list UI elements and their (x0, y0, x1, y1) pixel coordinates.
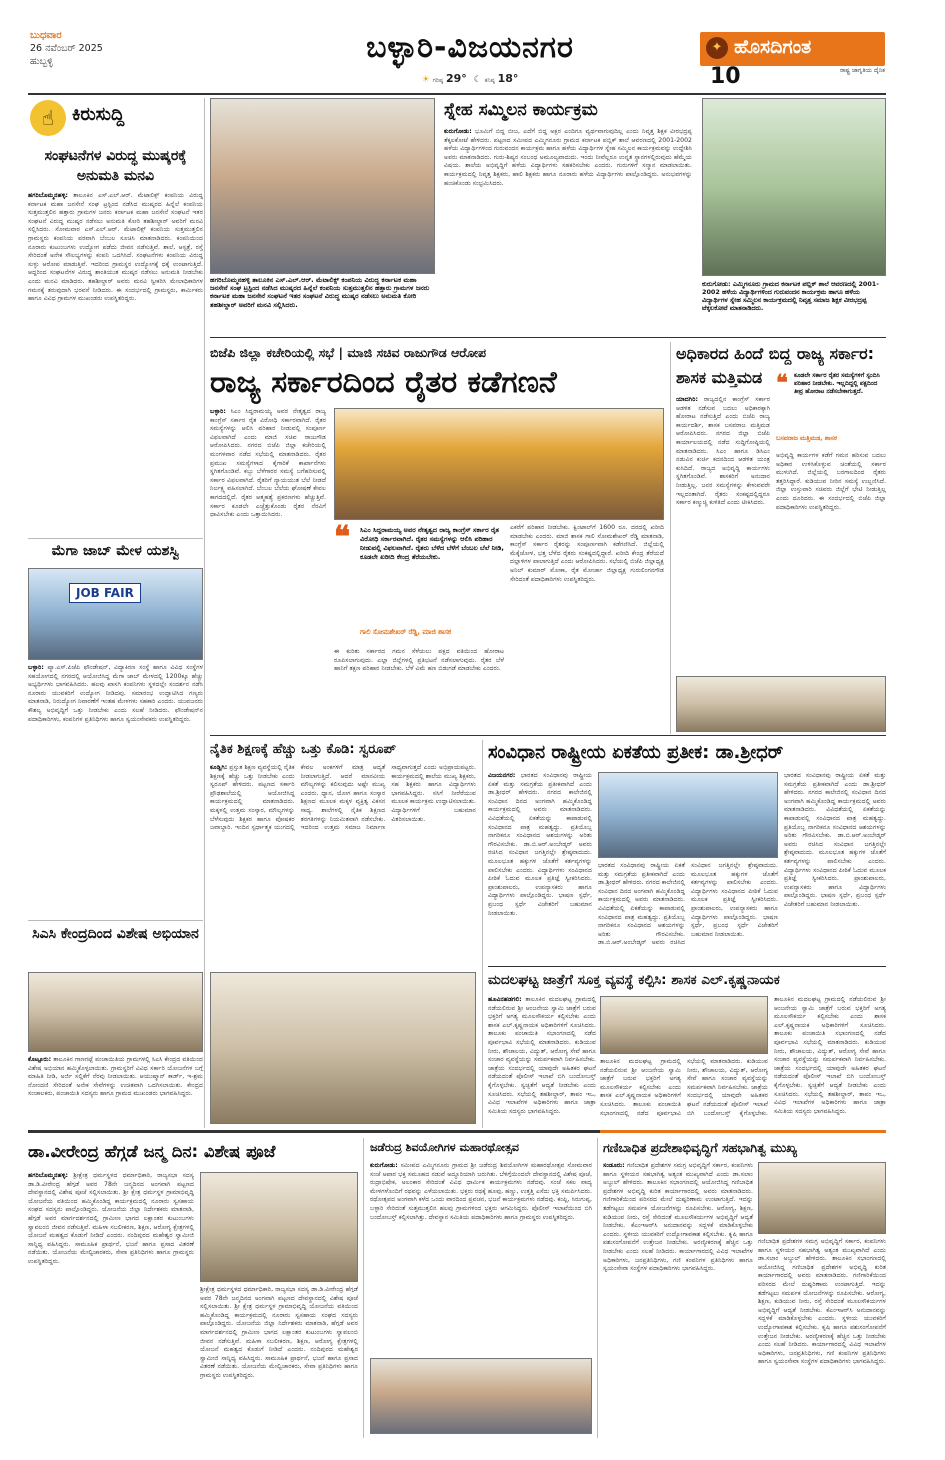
veerendra-photo (200, 1172, 358, 1282)
naitika-body (210, 764, 476, 970)
kiru-story1-headline: ಸಂಘಟನೆಗಳ ವಿರುದ್ಧ ಮುಷ್ಕರಕ್ಕೆ ಅನುಮತಿ ಮನವಿ (44, 148, 187, 184)
adhikara-quote-box (776, 370, 886, 448)
madalaghatta-text-2: ತಾಲೂಕಿನ ಮದಲಘಟ್ಟ ಗ್ರಾಮದಲ್ಲಿ ನಡೆಯಲಿರುವ ಶ್ರೀ ಆಂಜನೇಯ ಸ್ವಾಮಿ ಜಾತ್ರೆಗೆ ಬರುವ ಭಕ್ತರಿಗೆ ಅಗತ್ಯ ಮೂಲಸೌಕರ್ಯ ಕಲ್ಪಿಸಬೇಕು ಎಂದು ಶಾಸಕ ಎಲ್.ಕೃಷ್ಣನಾಯಕ ಅಧಿಕಾರಿಗಳಿಗೆ ಸೂಚಿಸಿದರು. ತಾಲೂಕು ಪಂಚಾಯಿತಿ ಸಭಾಂಗಣದಲ್ಲಿ ನಡೆದ ಪೂರ್ವಭಾವಿ ಸಭೆಯಲ್ಲಿ ಮಾತನಾಡಿದರು. ಕುಡಿಯುವ ನೀರು, ಶೌಚಾಲಯ, ವಿದ್ಯುತ್, ಆರೋಗ್ಯ ಸೇವೆ ಹಾಗೂ ಸಂಚಾರ ವ್ಯವಸ್ಥೆಯನ್ನು ಸಮರ್ಪಕವಾಗಿ ನಿರ್ವಹಿಸಬೇಕು. ಜಾತ್ರೆಯ ಸಂದರ್ಭದಲ್ಲಿ ಯಾವುದೇ ಅಹಿತಕರ ಘಟನೆ ನಡೆಯದಂತೆ ಪೊಲೀಸ್ ಇಲಾಖೆ ಬಿಗಿ ಬಂದೋಬಸ್ತ್ ಕೈಗೊಳ್ಳಬೇಕು. (600, 1058, 768, 1117)
naitika-dateline: ಕೂಡ್ಲಿಗಿ: (210, 764, 228, 771)
jaderudra-text: ಸಮೀಪದ ಎಮ್ಮಿಗನೂರು ಗ್ರಾಮದ ಶ್ರೀ ಜಡೆರುದ್ರ ಶಿವಯೋಗಿಗಳ ಮಹಾರಥೋತ್ಸವ ಸೋಮವಾರ ಸಂಜೆ ಅಪಾರ ಭಕ್ತ ಸಮೂಹದ ನಡುವೆ ಅದ್ಧೂರಿಯಾಗಿ ಜರುಗಿತು. ಬೆಳಿಗ್ಗೆಯಿಂದಲೇ ದೇವಸ್ಥಾನದಲ್ಲಿ ವಿಶೇಷ ಪೂಜೆ, ರುದ್ರಾಭಿಷೇಕ, ಅಲಂಕಾರ ಸೇರಿದಂತೆ ವಿವಿಧ ಧಾರ್ಮಿಕ ಕಾರ್ಯಕ್ರಮಗಳು ನಡೆದವು. ಸಂಜೆ ಸಕಲ ವಾದ್ಯ ಮೇಳಗಳೊಂದಿಗೆ ರಥವನ್ನು ಎಳೆಯಲಾಯಿತು. ಭಕ್ತರು ರಥಕ್ಕೆ ಹೂವು, ಹಣ್ಣು, ಉತ್ತತ್ತಿ ಎಸೆದು ಭಕ್ತಿ ಸಮರ್ಪಿಸಿದರು. ರಥೋತ್ಸವದ ಅಂಗವಾಗಿ ಕಳೆದ ಒಂದು ವಾರದಿಂದ ಪ್ರವಚನ, ಭಜನೆ ಕಾರ್ಯಕ್ರಮಗಳು ನಡೆದವು. ಕಂಪ್ಲಿ, ಸಿರುಗುಪ್ಪ, ಬಳ್ಳಾರಿ ಸೇರಿದಂತೆ ಸುತ್ತಮುತ್ತಲಿನ ಹಲವು ಗ್ರಾಮಗಳಿಂದ ಭಕ್ತರು ಆಗಮಿಸಿದ್ದರು. ಪೊಲೀಸ್ ಇಲಾಖೆಯಿಂದ ಬಿಗಿ ಬಂದೋಬಸ್ತ್ ಕಲ್ಪಿಸಲಾಗಿತ್ತು. ದೇವಸ್ಥಾನ ಸಮಿತಿಯ ಪದಾಧಿಕಾರಿಗಳು ಹಾಗೂ ಗ್ರಾಮಸ್ಥರು ಉಪಸ್ಥಿತರಿದ್ದರು. (370, 1162, 592, 1221)
gani-dateline: ಸಂಡೂರು: (603, 1162, 625, 1169)
lead-body-col1 (210, 408, 326, 730)
section-title: ಬಳ್ಳಾರಿ-ವಿಜಯನಗರ (366, 30, 574, 65)
date-block (30, 30, 210, 90)
job-fair-banner: JOB FAIR (69, 583, 141, 603)
weather-min: 18° (497, 72, 519, 85)
sneha-photo (702, 98, 886, 276)
weather-max: 29° (445, 72, 467, 85)
madalaghatta-text: ತಾಲೂಕಿನ ಮದಲಘಟ್ಟ ಗ್ರಾಮದಲ್ಲಿ ನಡೆಯಲಿರುವ ಶ್ರೀ ಆಂಜನೇಯ ಸ್ವಾಮಿ ಜಾತ್ರೆಗೆ ಬರುವ ಭಕ್ತರಿಗೆ ಅಗತ್ಯ ಮೂಲಸೌಕರ್ಯ ಕಲ್ಪಿಸಬೇಕು ಎಂದು ಶಾಸಕ ಎಲ್.ಕೃಷ್ಣನಾಯಕ ಅಧಿಕಾರಿಗಳಿಗೆ ಸೂಚಿಸಿದರು. ತಾಲೂಕು ಪಂಚಾಯಿತಿ ಸಭಾಂಗಣದಲ್ಲಿ ನಡೆದ ಪೂರ್ವಭಾವಿ ಸಭೆಯಲ್ಲಿ ಮಾತನಾಡಿದರು. ಕುಡಿಯುವ ನೀರು, ಶೌಚಾಲಯ, ವಿದ್ಯುತ್, ಆರೋಗ್ಯ ಸೇವೆ ಹಾಗೂ ಸಂಚಾರ ವ್ಯವಸ್ಥೆಯನ್ನು ಸಮರ್ಪಕವಾಗಿ ನಿರ್ವಹಿಸಬೇಕು. ಜಾತ್ರೆಯ ಸಂದರ್ಭದಲ್ಲಿ ಯಾವುದೇ ಅಹಿತಕರ ಘಟನೆ ನಡೆಯದಂತೆ ಪೊಲೀಸ್ ಇಲಾಖೆ ಬಿಗಿ ಬಂದೋಬಸ್ತ್ ಕೈಗೊಳ್ಳಬೇಕು. ಸ್ವಚ್ಛತೆಗೆ ಆದ್ಯತೆ ನೀಡಬೇಕು ಎಂದು ಸೂಚಿಸಿದರು. ಸಭೆಯಲ್ಲಿ ತಹಶೀಲ್ದಾರ್, ತಾಪಂ ಇಒ, ವಿವಿಧ ಇಲಾಖೆಗಳ ಅಧಿಕಾರಿಗಳು ಹಾಗೂ ಜಾತ್ರಾ ಸಮಿತಿಯ ಸದಸ್ಯರು ಭಾಗವಹಿಸಿದ್ದರು. (488, 996, 596, 1115)
adhikara-body-col1 (676, 396, 770, 672)
samvidhana-text-2: ಭಾರತದ ಸಂವಿಧಾನವು ರಾಷ್ಟ್ರೀಯ ಏಕತೆ ಮತ್ತು ಸಮಗ್ರತೆಯ ಪ್ರತೀಕವಾಗಿದೆ ಎಂದು ಡಾ.ಶ್ರೀಧರ್ ಹೇಳಿದರು. ನಗರದ ಕಾಲೇಜಿನಲ್ಲಿ ಸಂವಿಧಾನ ದಿನದ ಅಂಗವಾಗಿ ಹಮ್ಮಿಕೊಂಡಿದ್ದ ಕಾರ್ಯಕ್ರಮದಲ್ಲಿ ಅವರು ಮಾತನಾಡಿದರು. ವಿವಿಧತೆಯಲ್ಲಿ ಏಕತೆಯನ್ನು ಕಾಪಾಡುವಲ್ಲಿ ಸಂವಿಧಾನದ ಪಾತ್ರ ಮಹತ್ವದ್ದು. ಪ್ರತಿಯೊಬ್ಬ ನಾಗರಿಕನೂ ಸಂವಿಧಾನದ ಆಶಯಗಳನ್ನು ಅರಿತು ಗೌರವಿಸಬೇಕು. ಡಾ.ಬಿ.ಆರ್.ಅಂಬೇಡ್ಕರ್ ಅವರು ರಚಿಸಿದ ಸಂವಿಧಾನ ಜಗತ್ತಿನಲ್ಲೇ ಶ್ರೇಷ್ಠವಾದುದು. ಮೂಲಭೂತ ಹಕ್ಕುಗಳ ಜೊತೆಗೆ ಕರ್ತವ್ಯಗಳನ್ನು ಪಾಲಿಸಬೇಕು ಎಂದರು. ವಿದ್ಯಾರ್ಥಿಗಳು ಸಂವಿಧಾನದ ಪೀಠಿಕೆ ಓದುವ ಮೂಲಕ ಪ್ರತಿಜ್ಞೆ ಸ್ವೀಕರಿಸಿದರು. ಪ್ರಾಂಶುಪಾಲರು, ಉಪನ್ಯಾಸಕರು ಹಾಗೂ ವಿದ್ಯಾರ್ಥಿಗಳು ಪಾಲ್ಗೊಂಡಿದ್ದರು. ಭಾಷಣ ಸ್ಪರ್ಧೆ, ಪ್ರಬಂಧ ಸ್ಪರ್ಧೆ ವಿಜೇತರಿಗೆ ಬಹುಮಾನ ನೀಡಲಾಯಿತು. (598, 862, 778, 947)
veerendra-text: ಶ್ರೀಕ್ಷೇತ್ರ ಧರ್ಮಸ್ಥಳದ ಧರ್ಮಾಧಿಕಾರಿ, ರಾಜ್ಯಸಭಾ ಸದಸ್ಯ ಡಾ.ಡಿ.ವೀರೇಂದ್ರ ಹೆಗ್ಗಡೆ ಅವರ 78ನೇ ಜನ್ಮದಿನದ ಅಂಗವಾಗಿ ಪಟ್ಟಣದ ದೇವಸ್ಥಾನದಲ್ಲಿ ವಿಶೇಷ ಪೂಜೆ ಸಲ್ಲಿಸಲಾಯಿತು. ಶ್ರೀ ಕ್ಷೇತ್ರ ಧರ್ಮಸ್ಥಳ ಗ್ರಾಮಾಭಿವೃದ್ಧಿ ಯೋಜನೆಯ ವತಿಯಿಂದ ಹಮ್ಮಿಕೊಂಡಿದ್ದ ಕಾರ್ಯಕ್ರಮದಲ್ಲಿ ನೂರಾರು ಸ್ವಸಹಾಯ ಸಂಘದ ಸದಸ್ಯರು ಪಾಲ್ಗೊಂಡಿದ್ದರು. ಯೋಜನೆಯ ಜಿಲ್ಲಾ ನಿರ್ದೇಶಕರು ಮಾತನಾಡಿ, ಹೆಗ್ಗಡೆ ಅವರ ಮಾರ್ಗದರ್ಶನದಲ್ಲಿ ಗ್ರಾಮೀಣ ಭಾಗದ ಲಕ್ಷಾಂತರ ಕುಟುಂಬಗಳು ಸ್ವಾವಲಂಬಿ ಜೀವನ ನಡೆಸುತ್ತಿವೆ. ಮಹಿಳಾ ಸಬಲೀಕರಣ, ಶಿಕ್ಷಣ, ಆರೋಗ್ಯ ಕ್ಷೇತ್ರಗಳಲ್ಲಿ ಯೋಜನೆ ಮಹತ್ವದ ಕೊಡುಗೆ ನೀಡಿದೆ ಎಂದರು. ನಂದಿಪುರದ ಮಹೇಶ್ವರ ಸ್ವಾಮೀಜಿ ಸಾನ್ನಿಧ್ಯ ವಹಿಸಿದ್ದರು. ಸಾಮೂಹಿಕ ಪ್ರಾರ್ಥನೆ, ಭಜನೆ ಹಾಗೂ ಪ್ರಸಾದ ವಿತರಣೆ ನಡೆಯಿತು. ಯೋಜನೆಯ ಮೇಲ್ವಿಚಾರಕರು, ಸೇವಾ ಪ್ರತಿನಿಧಿಗಳು ಹಾಗೂ ಗ್ರಾಮಸ್ಥರು ಉಪಸ್ಥಿತರಿದ್ದರು. (28, 1172, 194, 1265)
madalaghatta-dateline: ಹೂವಿನಹಡಗಲಿ: (488, 996, 522, 1003)
kiru-story1-text: ತಾಲೂಕಿನ ಎಸ್.ಎಲ್.ಆರ್. ಮೆಟಾಲಿಕ್ಸ್ ಕಂಪನಿಯ ವಿರುದ್ಧ ಕರ್ನಾಟಕ ಮಹಾ ಜನಸೇನೆ ಸಂಘ ಟ್ರಸ್ಟಿಂದ ನಡೆಸಿದ ಮುಷ್ಕರದ ಹಿನ್ನೆಲೆ ಕಂಪನಿಯ ಸುತ್ತಮುತ್ತಲಿನ ಹತ್ತಾರು ಗ್ರಾಮಗಳ ಜನರು ಕರ್ನಾಟಕ ಮಹಾ ಜನಸೇನೆ ಸಂಘಟನೆ ಇತರ ಸಂಘಟನೆ ವಿರುದ್ಧ ಮುಷ್ಕರ ನಡೆಸಲು ಅನುಮತಿ ಕೋರಿ ತಹಶೀಲ್ದಾರ್ ಅವರಿಗೆ ಮನವಿ ಸಲ್ಲಿಸಿದರು. ಸೋಮವಾರ ಎಸ್.ಎಲ್.ಆರ್. ಮೆಟಾಲಿಕ್ಸ್ ಕಂಪನಿಯ ಸುತ್ತಮುತ್ತಲಿನ ಗ್ರಾಮಸ್ಥರು ಕಂಪನಿಯ ಪರವಾಗಿ ಬೆಂಬಲ ಸೂಚಿಸಿ ಮಾತನಾಡಿದರು. ಕಂಪನಿಯಿಂದ ನೂರಾರು ಕುಟುಂಬಗಳು ಉದ್ಯೋಗ ಪಡೆದು ಜೀವನ ನಡೆಸುತ್ತಿವೆ. ಶಾಲೆ, ಆಸ್ಪತ್ರೆ, ರಸ್ತೆ ಸೇರಿದಂತೆ ಅನೇಕ ಸೌಲಭ್ಯಗಳನ್ನು ಕಂಪನಿ ಒದಗಿಸಿದೆ. ಸಂಘಟನೆಗಳು ಕಂಪನಿಯ ವಿರುದ್ಧ ಸುಳ್ಳು ಆರೋಪ ಮಾಡುತ್ತಿವೆ. ಇದರಿಂದ ಗ್ರಾಮಸ್ಥರ ಉದ್ಯೋಗಕ್ಕೆ ಧಕ್ಕೆ ಉಂಟಾಗುತ್ತಿದೆ. ಆದ್ದರಿಂದ ಸಂಘಟನೆಗಳ ವಿರುದ್ಧ ಶಾಂತಿಯುತ ಮುಷ್ಕರ ನಡೆಸಲು ಅನುಮತಿ ನೀಡಬೇಕು ಎಂದು ಮನವಿ ಮಾಡಿದರು. ತಹಶೀಲ್ದಾರ್ ಅವರು ಮನವಿ ಸ್ವೀಕರಿಸಿ ಮೇಲಾಧಿಕಾರಿಗಳ ಗಮನಕ್ಕೆ ತರುವುದಾಗಿ ಭರವಸೆ ನೀಡಿದರು. ಈ ಸಂದರ್ಭದಲ್ಲಿ ಗ್ರಾಮಸ್ಥರು, ಕಾರ್ಮಿಕರು ಹಾಗೂ ವಿವಿಧ ಗ್ರಾಮಗಳ ಮುಖಂಡರು ಉಪಸ್ಥಿತರಿದ್ದರು. (28, 192, 203, 303)
adhikara-quote-text: ಕೂಡಲೇ ಸರ್ಕಾರ ರೈತರ ಸಮಸ್ಯೆಗಳಿಗೆ ಸ್ಪಂದಿಸಿ ಪರಿಹಾರ ನೀಡಬೇಕು. ಇಲ್ಲದಿದ್ದಲ್ಲಿ ಪಕ್ಷದಿಂದ ತೀವ್ರ ಹೋರಾಟ ನಡೆಸಬೇಕಾಗುತ್ತದೆ. (794, 372, 880, 395)
registration-marks-left (96, 1442, 136, 1450)
jaderudra-body (370, 1162, 592, 1354)
samvidhana-dateline: ವಿಜಯನಗರ: (488, 772, 516, 779)
lead-text-2: ಈ ಕುರಿತು ಸರ್ಕಾರದ ಗಮನ ಸೆಳೆಯಲು ಪಕ್ಷದ ವತಿಯಿಂದ ಹೋರಾಟ ರೂಪಿಸಲಾಗುವುದು. ಎಲ್ಲಾ ಜಿಲ್ಲೆಗಳಲ್ಲಿ ಪ್ರತಿಭಟನೆ ನಡೆಸಲಾಗುವುದು. ರೈತರ ಬೆಳೆ ಹಾನಿಗೆ ತಕ್ಷಣ ಪರಿಹಾರ ನೀಡಬೇಕು. ಬೆಳೆ ವಿಮೆ ಹಣ ಬಿಡುಗಡೆ ಮಾಡಬೇಕು ಎಂದರು. (334, 648, 504, 673)
memorandum-photo-caption: ಹಗರಿಬೊಮ್ಮನಹಳ್ಳಿ ತಾಲೂಕಿನ ಎಸ್.ಎಲ್.ಆರ್. ಮೆಟಾಲಿಕ್ಸ್ ಕಂಪನಿಯ ವಿರುದ್ಧ ಕರ್ನಾಟಕ ಮಹಾ ಜನಸೇನೆ ಸಂಘ ಟ್ರಸ್ಟಿಂದ ನಡೆಸಿದ ಮುಷ್ಕರದ ಹಿನ್ನೆಲೆ ಕಂಪನಿಯ ಸುತ್ತಮುತ್ತಲಿನ ಹತ್ತಾರು ಗ್ರಾಮಗಳ ಜನರು ಕರ್ನಾಟಕ ಮಹಾ ಜನಸೇನೆ ಸಂಘಟನೆ ಇತರ ಸಂಘಟನೆ ವಿರುದ್ಧ ಮುಷ್ಕರ ನಡೆಸಲು ಅನುಮತಿ ಕೋರಿ ತಹಶೀಲ್ದಾರ್ ಅವರಿಗೆ ಮನವಿ ಸಲ್ಲಿಸಿದರು. (210, 276, 430, 309)
lead-headline: ರಾಜ್ಯ ಸರ್ಕಾರದಿಂದ ರೈತರ ಕಡೆಗಣನೆ (210, 365, 557, 400)
veerendra-headline: ಡಾ.ವೀರೇಂದ್ರ ಹೆಗ್ಗಡೆ ಜನ್ಮ ದಿನ: ವಿಶೇಷ ಪೂಜೆ (28, 1142, 276, 1161)
veerendra-dateline: ಹಗರಿಬೊಮ್ಮನಹಳ್ಳಿ: (28, 1172, 69, 1179)
lamp-icon: ✦ (706, 37, 728, 59)
adhikara-quote-icon: ❝ (776, 370, 788, 396)
gani-photo (758, 1162, 886, 1234)
lead-quote-box (334, 524, 504, 644)
lead-quote-text: ಸಿಎಂ ಸಿದ್ದರಾಮಯ್ಯ ಅವರ ನೇತೃತ್ವದ ರಾಜ್ಯ ಕಾಂಗ್ರೆಸ್ ಸರ್ಕಾರ ರೈತ ವಿರೋಧಿ ಸರ್ಕಾರವಾಗಿದೆ. ರೈತರ ಸಮಸ್ಯೆಗಳನ್ನು ಆಲಿಸಿ ಪರಿಹಾರ ನೀಡುವಲ್ಲಿ ವಿಫಲವಾಗಿದೆ. ರೈತರು ಬೆಳೆದ ಬೆಳೆಗೆ ಬೆಂಬಲ ಬೆಲೆ ನೀಡಿ, ಕೂಡಲೇ ಖರೀದಿ ಕೇಂದ್ರ ತೆರೆಯಬೇಕು. (360, 526, 504, 561)
adhikara-photo (676, 676, 886, 732)
samvidhana-text: ಭಾರತದ ಸಂವಿಧಾನವು ರಾಷ್ಟ್ರೀಯ ಏಕತೆ ಮತ್ತು ಸಮಗ್ರತೆಯ ಪ್ರತೀಕವಾಗಿದೆ ಎಂದು ಡಾ.ಶ್ರೀಧರ್ ಹೇಳಿದರು. ನಗರದ ಕಾಲೇಜಿನಲ್ಲಿ ಸಂವಿಧಾನ ದಿನದ ಅಂಗವಾಗಿ ಹಮ್ಮಿಕೊಂಡಿದ್ದ ಕಾರ್ಯಕ್ರಮದಲ್ಲಿ ಅವರು ಮಾತನಾಡಿದರು. ವಿವಿಧತೆಯಲ್ಲಿ ಏಕತೆಯನ್ನು ಕಾಪಾಡುವಲ್ಲಿ ಸಂವಿಧಾನದ ಪಾತ್ರ ಮಹತ್ವದ್ದು. ಪ್ರತಿಯೊಬ್ಬ ನಾಗರಿಕನೂ ಸಂವಿಧಾನದ ಆಶಯಗಳನ್ನು ಅರಿತು ಗೌರವಿಸಬೇಕು. ಡಾ.ಬಿ.ಆರ್.ಅಂಬೇಡ್ಕರ್ ಅವರು ರಚಿಸಿದ ಸಂವಿಧಾನ ಜಗತ್ತಿನಲ್ಲೇ ಶ್ರೇಷ್ಠವಾದುದು. ಮೂಲಭೂತ ಹಕ್ಕುಗಳ ಜೊತೆಗೆ ಕರ್ತವ್ಯಗಳನ್ನು ಪಾಲಿಸಬೇಕು ಎಂದರು. ವಿದ್ಯಾರ್ಥಿಗಳು ಸಂವಿಧಾನದ ಪೀಠಿಕೆ ಓದುವ ಮೂಲಕ ಪ್ರತಿಜ್ಞೆ ಸ್ವೀಕರಿಸಿದರು. ಪ್ರಾಂಶುಪಾಲರು, ಉಪನ್ಯಾಸಕರು ಹಾಗೂ ವಿದ್ಯಾರ್ಥಿಗಳು ಪಾಲ್ಗೊಂಡಿದ್ದರು. ಭಾಷಣ ಸ್ಪರ್ಧೆ, ಪ್ರಬಂಧ ಸ್ಪರ್ಧೆ ವಿಜೇತರಿಗೆ ಬಹುಮಾನ ನೀಡಲಾಯಿತು. (488, 772, 592, 917)
kirusuddi-column (28, 98, 203, 1128)
jaderudra-dateline: ಕುರುಗೋಡು: (370, 1162, 398, 1169)
sneha-dateline: ಕುರುಗೋಡು: (444, 128, 472, 135)
kiru-story1-body (28, 192, 203, 536)
jaderudra-headline: ಜಡೆರುದ್ರ ಶಿವಯೋಗಿಗಳ ಮಹಾರಥೋತ್ಸವ (370, 1141, 519, 1154)
naitika-photo (210, 972, 476, 1124)
sneha-body (444, 128, 692, 334)
naitika-text: ಪ್ರಸ್ತುತ ಶಿಕ್ಷಣ ವ್ಯವಸ್ಥೆಯಲ್ಲಿ ನೈತಿಕ ಶಿಕ್ಷಣಕ್ಕೆ ಹೆಚ್ಚು ಒತ್ತು ನೀಡಬೇಕು ಎಂದು ಸ್ವರೂಪ್ ಹೇಳಿದರು. ಪಟ್ಟಣದ ಸರ್ಕಾರಿ ಪ್ರೌಢಶಾಲೆಯಲ್ಲಿ ಆಯೋಜಿಸಿದ್ದ ಕಾರ್ಯಕ್ರಮದಲ್ಲಿ ಮಾತನಾಡಿದರು. ಮಕ್ಕಳಲ್ಲಿ ಉತ್ತಮ ಸಂಸ್ಕಾರ, ಮೌಲ್ಯಗಳನ್ನು ಬೆಳೆಸುವುದು ಶಿಕ್ಷಕರ ಹಾಗೂ ಪೋಷಕರ ಜವಾಬ್ದಾರಿ. ಇಂದಿನ ಸ್ಪರ್ಧಾತ್ಮಕ ಯುಗದಲ್ಲಿ ಕೇವಲ ಅಂಕಗಳಿಗೆ ಮಾತ್ರ ಆದ್ಯತೆ ನೀಡಲಾಗುತ್ತಿದೆ. ಆದರೆ ಮಾನವೀಯ ಮೌಲ್ಯಗಳನ್ನು ಕಲಿಸುವುದು ಅಷ್ಟೇ ಮುಖ್ಯ ಎಂದರು. ಧ್ಯಾನ, ಯೋಗ ಹಾಗೂ ಸಂಸ್ಕಾರ ಶಿಕ್ಷಣದ ಮೂಲಕ ಮಕ್ಕಳ ವ್ಯಕ್ತಿತ್ವ ವಿಕಸನ ಸಾಧ್ಯ. ಶಾಲೆಗಳಲ್ಲಿ ನೈತಿಕ ಶಿಕ್ಷಣದ ತರಗತಿಗಳನ್ನು ನಿಯಮಿತವಾಗಿ ನಡೆಸಬೇಕು. ಇದರಿಂದ ಉತ್ತಮ ಸಮಾಜ ನಿರ್ಮಾಣ ಸಾಧ್ಯವಾಗುತ್ತದೆ ಎಂದು ಅಭಿಪ್ರಾಯಪಟ್ಟರು. ಕಾರ್ಯಕ್ರಮದಲ್ಲಿ ಶಾಲೆಯ ಮುಖ್ಯ ಶಿಕ್ಷಕರು, ಸಹ ಶಿಕ್ಷಕರು ಹಾಗೂ ವಿದ್ಯಾರ್ಥಿಗಳು ಭಾಗವಹಿಸಿದ್ದರು. ಸಸಿಗೆ ನೀರೆರೆಯುವ ಮೂಲಕ ಕಾರ್ಯಕ್ರಮ ಉದ್ಘಾಟಿಸಲಾಯಿತು. ವಿದ್ಯಾರ್ಥಿಗಳಿಗೆ ಬಹುಮಾನ ವಿತರಿಸಲಾಯಿತು. (210, 764, 476, 832)
lead-body-col3 (510, 524, 664, 730)
adhikara-dateline: ಯಾದಗಿರಿ: (676, 396, 698, 403)
moon-icon: ☾ (473, 75, 482, 85)
veerendra-body-col1 (28, 1172, 194, 1434)
samvidhana-headline: ಸಂವಿಧಾನ ರಾಷ್ಟ್ರೀಯ ಏಕತೆಯ ಪ್ರತೀಕ: ಡಾ.ಶ್ರೀಧರ್ (488, 742, 784, 763)
samvidhana-text-3: ಭಾರತದ ಸಂವಿಧಾನವು ರಾಷ್ಟ್ರೀಯ ಏಕತೆ ಮತ್ತು ಸಮಗ್ರತೆಯ ಪ್ರತೀಕವಾಗಿದೆ ಎಂದು ಡಾ.ಶ್ರೀಧರ್ ಹೇಳಿದರು. ನಗರದ ಕಾಲೇಜಿನಲ್ಲಿ ಸಂವಿಧಾನ ದಿನದ ಅಂಗವಾಗಿ ಹಮ್ಮಿಕೊಂಡಿದ್ದ ಕಾರ್ಯಕ್ರಮದಲ್ಲಿ ಅವರು ಮಾತನಾಡಿದರು. ವಿವಿಧತೆಯಲ್ಲಿ ಏಕತೆಯನ್ನು ಕಾಪಾಡುವಲ್ಲಿ ಸಂವಿಧಾನದ ಪಾತ್ರ ಮಹತ್ವದ್ದು. ಪ್ರತಿಯೊಬ್ಬ ನಾಗರಿಕನೂ ಸಂವಿಧಾನದ ಆಶಯಗಳನ್ನು ಅರಿತು ಗೌರವಿಸಬೇಕು. ಡಾ.ಬಿ.ಆರ್.ಅಂಬೇಡ್ಕರ್ ಅವರು ರಚಿಸಿದ ಸಂವಿಧಾನ ಜಗತ್ತಿನಲ್ಲೇ ಶ್ರೇಷ್ಠವಾದುದು. ಮೂಲಭೂತ ಹಕ್ಕುಗಳ ಜೊತೆಗೆ ಕರ್ತವ್ಯಗಳನ್ನು ಪಾಲಿಸಬೇಕು ಎಂದರು. ವಿದ್ಯಾರ್ಥಿಗಳು ಸಂವಿಧಾನದ ಪೀಠಿಕೆ ಓದುವ ಮೂಲಕ ಪ್ರತಿಜ್ಞೆ ಸ್ವೀಕರಿಸಿದರು. ಪ್ರಾಂಶುಪಾಲರು, ಉಪನ್ಯಾಸಕರು ಹಾಗೂ ವಿದ್ಯಾರ್ಥಿಗಳು ಪಾಲ್ಗೊಂಡಿದ್ದರು. ಭಾಷಣ ಸ್ಪರ್ಧೆ, ಪ್ರಬಂಧ ಸ್ಪರ್ಧೆ ವಿಜೇತರಿಗೆ ಬಹುಮಾನ ನೀಡಲಾಯಿತು. (784, 772, 886, 908)
masthead-date: 26 ನವೆಂಬರ್ 2025 (30, 43, 103, 54)
adhikara-text-2: ಅಭಿವೃದ್ಧಿ ಕಾರ್ಯಗಳ ಕಡೆಗೆ ಗಮನ ಹರಿಸುವ ಬದಲು ಅಧಿಕಾರ ಉಳಿಸಿಕೊಳ್ಳುವ ಚಿಂತೆಯಲ್ಲಿ ಸರ್ಕಾರ ಮುಳುಗಿದೆ. ಜಿಲ್ಲೆಯಲ್ಲಿ ಬರಗಾಲದಿಂದ ರೈತರು ತತ್ತರಿಸಿದ್ದಾರೆ. ಕುಡಿಯುವ ನೀರಿನ ಸಮಸ್ಯೆ ಉಲ್ಬಣಿಸಿದೆ. ಜಿಲ್ಲಾ ಉಸ್ತುವಾರಿ ಸಚಿವರು ಜಿಲ್ಲೆಗೆ ಭೇಟಿ ನೀಡುತ್ತಿಲ್ಲ ಎಂದು ದೂರಿದರು. ಈ ಸಂದರ್ಭದಲ್ಲಿ ಬಿಜೆಪಿ ಜಿಲ್ಲಾ ಪದಾಧಿಕಾರಿಗಳು ಉಪಸ್ಥಿತರಿದ್ದರು. (776, 452, 886, 511)
page-number: 10 (710, 64, 741, 89)
lead-text-1: ಸಿಎಂ ಸಿದ್ದರಾಮಯ್ಯ ಅವರ ನೇತೃತ್ವದ ರಾಜ್ಯ ಕಾಂಗ್ರೆಸ್ ಸರ್ಕಾರ ರೈತ ವಿರೋಧಿ ಸರ್ಕಾರವಾಗಿದೆ. ರೈತರ ಸಮಸ್ಯೆಗಳನ್ನು ಆಲಿಸಿ ಪರಿಹಾರ ನೀಡುವಲ್ಲಿ ಸಂಪೂರ್ಣ ವಿಫಲವಾಗಿದೆ ಎಂದು ಮಾಜಿ ಸಚಿವ ರಾಜುಗೌಡ ಆರೋಪಿಸಿದರು. ನಗರದ ಬಿಜೆಪಿ ಜಿಲ್ಲಾ ಕಚೇರಿಯಲ್ಲಿ ಮಂಗಳವಾರ ನಡೆದ ಸಭೆಯಲ್ಲಿ ಮಾತನಾಡಿದರು. ರೈತರ ಪ್ರಮುಖ ಸಮಸ್ಯೆಗಳಾದ ಕೈಗಾರಿಕೆ ಕಾರ್ಖಾನೆಗಳು ಸ್ಥಗಿತಗೊಂಡಿವೆ. ಕಬ್ಬು ಬೆಳೆಗಾರರ ಸಮಸ್ಯೆ ಬಗೆಹರಿಸುವಲ್ಲಿ ಸರ್ಕಾರ ವಿಫಲವಾಗಿದೆ. ರೈತರಿಗೆ ನ್ಯಾಯಯುತ ಬೆಲೆ ನೀಡದೆ ನಿರ್ಲಕ್ಷ್ಯ ವಹಿಸಲಾಗಿದೆ. ಬೆಂಬಲ ಬೆಲೆಯ ಘೋಷಣೆ ಕೇವಲ ಕಾಗದದಲ್ಲಿದೆ. ರೈತರ ಆತ್ಮಹತ್ಯೆ ಪ್ರಕರಣಗಳು ಹೆಚ್ಚುತ್ತಿವೆ. ಸರ್ಕಾರ ಕೂಡಲೇ ಎಚ್ಚೆತ್ತುಕೊಂಡು ರೈತರ ನೆರವಿಗೆ ಧಾವಿಸಬೇಕು ಎಂದು ಒತ್ತಾಯಿಸಿದರು. (210, 408, 326, 519)
adhikara-quote-author: ಬಸವರಾಜ ಮತ್ತಿಮಡ, ಶಾಸಕ (776, 434, 837, 442)
adhikara-text: ರಾಜ್ಯದಲ್ಲಿನ ಕಾಂಗ್ರೆಸ್ ಸರ್ಕಾರ ಆಡಳಿತ ನಡೆಸುವ ಬದಲು ಅಧಿಕಾರಕ್ಕಾಗಿ ಹೋರಾಟ ನಡೆಸುತ್ತಿದೆ ಎಂದು ಬಿಜೆಪಿ ರಾಜ್ಯ ಕಾರ್ಯದರ್ಶಿ, ಶಾಸಕ ಬಸವರಾಜ ಮತ್ತಿಮಡ ಆರೋಪಿಸಿದರು. ನಗರದ ಜಿಲ್ಲಾ ಬಿಜೆಪಿ ಕಾರ್ಯಾಲಯದಲ್ಲಿ ನಡೆದ ಸುದ್ದಿಗೋಷ್ಠಿಯಲ್ಲಿ ಮಾತನಾಡಿದರು. ಸಿಎಂ ಹಾಗೂ ಡಿಸಿಎಂ ನಡುವಿನ ಕುರ್ಚಿ ಕದನದಿಂದ ಆಡಳಿತ ಯಂತ್ರ ಕುಸಿದಿದೆ. ರಾಜ್ಯದ ಅಭಿವೃದ್ಧಿ ಕಾರ್ಯಗಳು ಸ್ಥಗಿತಗೊಂಡಿವೆ. ಶಾಸಕರಿಗೆ ಅನುದಾನ ನೀಡುತ್ತಿಲ್ಲ. ಜನರ ಸಮಸ್ಯೆಗಳನ್ನು ಕೇಳುವವರೇ ಇಲ್ಲದಂತಾಗಿದೆ. ರೈತರು ಸಂಕಷ್ಟದಲ್ಲಿದ್ದರೂ ಸರ್ಕಾರ ಕಣ್ಮುಚ್ಚಿ ಕುಳಿತಿದೆ ಎಂದು ಟೀಕಿಸಿದರು. (676, 396, 770, 507)
kiru-story3-dateline: ಕೊಟ್ಟೂರು: (28, 1056, 52, 1063)
hand-icon: ☝ (30, 100, 66, 136)
masthead-city: ಹುಬ್ಬಳ್ಳಿ (30, 56, 53, 67)
lead-dateline: ಬಳ್ಳಾರಿ: (210, 408, 226, 415)
kirusuddi-label: ಕಿರುಸುದ್ದಿ (72, 104, 125, 125)
kiru-story3-body (28, 1056, 203, 1128)
paper-logo (700, 32, 885, 66)
adhikara-headline: ಅಧಿಕಾರದ ಹಿಂದೆ ಬಿದ್ದ ರಾಜ್ಯ ಸರ್ಕಾರ: ಶಾಸಕ ಮತ್ತಿಮಡ (676, 344, 874, 387)
weather-block (400, 72, 540, 88)
kiru-story2-headline: ಮೆಗಾ ಜಾಬ್ ಮೇಳ ಯಶಸ್ವಿ (51, 543, 180, 559)
kiru-story1-dateline: ಹಗರಿಬೊಮ್ಮನಹಳ್ಳಿ: (28, 192, 69, 199)
weather-max-label: ಗರಿಷ್ಠ (432, 77, 444, 84)
adhikara-body-col2 (776, 452, 886, 672)
kiru-story3-headline: ಸಿಎಸಿ ಕೇಂದ್ರದಿಂದ ವಿಶೇಷ ಅಭಿಯಾನ (32, 926, 199, 942)
gani-body-col1 (603, 1162, 753, 1434)
madalaghatta-body-col1 (488, 996, 596, 1126)
samvidhana-body-col3 (784, 772, 886, 962)
naitika-headline: ನೈತಿಕ ಶಿಕ್ಷಣಕ್ಕೆ ಹೆಚ್ಚು ಒತ್ತು ಕೊಡಿ: ಸ್ವರೂಪ್ (210, 742, 396, 757)
gani-headline: ಗಣಿಬಾಧಿತ ಪ್ರದೇಶಾಭಿವೃದ್ಧಿಗೆ ಸಹಭಾಗಿತ್ವ ಮುಖ್ಯ (603, 1140, 797, 1155)
lead-text-3: ಎಕರೆಗೆ ಪರಿಹಾರ ನೀಡಬೇಕು. ಕ್ವಿಂಟಾಲ್‌ಗೆ 1600 ರೂ. ದರದಲ್ಲಿ ಖರೀದಿ ಮಾಡಬೇಕು ಎಂದರು. ಮಾಜಿ ಶಾಸಕ ಗಾಲಿ ಸೋಮಶೇಖರ್ ರೆಡ್ಡಿ ಮಾತನಾಡಿ, ಕಾಂಗ್ರೆಸ್ ಸರ್ಕಾರ ರೈತರನ್ನು ಸಂಪೂರ್ಣವಾಗಿ ಕಡೆಗಣಿಸಿದೆ. ಜಿಲ್ಲೆಯಲ್ಲಿ ಮೆಕ್ಕೆಜೋಳ, ಭತ್ತ ಬೆಳೆದ ರೈತರು ಸಂಕಷ್ಟದಲ್ಲಿದ್ದಾರೆ. ಖರೀದಿ ಕೇಂದ್ರ ತೆರೆಯದೆ ದಲ್ಲಾಳಿಗಳ ಪಾಲಾಗುತ್ತಿದೆ ಎಂದು ಆರೋಪಿಸಿದರು. ಸಭೆಯಲ್ಲಿ ಬಿಜೆಪಿ ಜಿಲ್ಲಾಧ್ಯಕ್ಷ ಅನಿಲ್ ಕುಮಾರ್ ಮೋಕಾ, ರೈತ ಮೋರ್ಚಾ ಜಿಲ್ಲಾಧ್ಯಕ್ಷ ಗುರುಲಿಂಗನಗೌಡ ಸೇರಿದಂತೆ ಪದಾಧಿಕಾರಿಗಳು ಉಪಸ್ಥಿತರಿದ್ದರು. (510, 524, 664, 583)
veerendra-text-2: ಶ್ರೀಕ್ಷೇತ್ರ ಧರ್ಮಸ್ಥಳದ ಧರ್ಮಾಧಿಕಾರಿ, ರಾಜ್ಯಸಭಾ ಸದಸ್ಯ ಡಾ.ಡಿ.ವೀರೇಂದ್ರ ಹೆಗ್ಗಡೆ ಅವರ 78ನೇ ಜನ್ಮದಿನದ ಅಂಗವಾಗಿ ಪಟ್ಟಣದ ದೇವಸ್ಥಾನದಲ್ಲಿ ವಿಶೇಷ ಪೂಜೆ ಸಲ್ಲಿಸಲಾಯಿತು. ಶ್ರೀ ಕ್ಷೇತ್ರ ಧರ್ಮಸ್ಥಳ ಗ್ರಾಮಾಭಿವೃದ್ಧಿ ಯೋಜನೆಯ ವತಿಯಿಂದ ಹಮ್ಮಿಕೊಂಡಿದ್ದ ಕಾರ್ಯಕ್ರಮದಲ್ಲಿ ನೂರಾರು ಸ್ವಸಹಾಯ ಸಂಘದ ಸದಸ್ಯರು ಪಾಲ್ಗೊಂಡಿದ್ದರು. ಯೋಜನೆಯ ಜಿಲ್ಲಾ ನಿರ್ದೇಶಕರು ಮಾತನಾಡಿ, ಹೆಗ್ಗಡೆ ಅವರ ಮಾರ್ಗದರ್ಶನದಲ್ಲಿ ಗ್ರಾಮೀಣ ಭಾಗದ ಲಕ್ಷಾಂತರ ಕುಟುಂಬಗಳು ಸ್ವಾವಲಂಬಿ ಜೀವನ ನಡೆಸುತ್ತಿವೆ. ಮಹಿಳಾ ಸಬಲೀಕರಣ, ಶಿಕ್ಷಣ, ಆರೋಗ್ಯ ಕ್ಷೇತ್ರಗಳಲ್ಲಿ ಯೋಜನೆ ಮಹತ್ವದ ಕೊಡುಗೆ ನೀಡಿದೆ ಎಂದರು. ನಂದಿಪುರದ ಮಹೇಶ್ವರ ಸ್ವಾಮೀಜಿ ಸಾನ್ನಿಧ್ಯ ವಹಿಸಿದ್ದರು. ಸಾಮೂಹಿಕ ಪ್ರಾರ್ಥನೆ, ಭಜನೆ ಹಾಗೂ ಪ್ರಸಾದ ವಿತರಣೆ ನಡೆಯಿತು. ಯೋಜನೆಯ ಮೇಲ್ವಿಚಾರಕರು, ಸೇವಾ ಪ್ರತಿನಿಧಿಗಳು ಹಾಗೂ ಗ್ರಾಮಸ್ಥರು ಉಪಸ್ಥಿತರಿದ್ದರು. (200, 1286, 358, 1379)
lead-photo (334, 408, 664, 520)
samvidhana-body-col1 (488, 772, 592, 962)
paper-tagline: ರಾಷ್ಟ್ರ ಜಾಗೃತಿಯ ದೈನಿಕ (839, 67, 885, 74)
weather-min-label: ಕನಿಷ್ಠ (484, 77, 495, 84)
sun-icon: ☀ (421, 75, 430, 85)
kiru-story2-dateline: ಬಳ್ಳಾರಿ: (28, 664, 44, 671)
jaderudra-photo (370, 1358, 592, 1434)
samvidhana-body-col2 (598, 862, 778, 962)
lead-kicker: ಬಿಜೆಪಿ ಜಿಲ್ಲಾ ಕಚೇರಿಯಲ್ಲಿ ಸಭೆ | ಮಾಜಿ ಸಚಿವ ರಾಜುಗೌಡ ಆರೋಪ (210, 345, 486, 360)
paper-name: ಹೊಸದಿಗಂತ (734, 36, 812, 58)
madalaghatta-photo (600, 996, 768, 1054)
veerendra-body-col2 (200, 1286, 358, 1434)
kirusuddi-label-block (28, 98, 203, 138)
madalaghatta-body-col3 (774, 996, 886, 1126)
sneha-text: ಭೂಮಿಗೆ ಬಿದ್ದ ಬೀಜ, ಎದೆಗೆ ಬಿದ್ದ ಅಕ್ಷರ ಎಂದಿಗೂ ವ್ಯರ್ಥವಾಗುವುದಿಲ್ಲ ಎಂದು ನಿವೃತ್ತ ಶಿಕ್ಷಕ ವೀರಭದ್ರಪ್ಪ ತೆಕ್ಕಲಕೋಟೆ ಹೇಳಿದರು. ಪಟ್ಟಣದ ಸಮೀಪದ ಎಮ್ಮಿಗನೂರು ಗ್ರಾಮದ ಕರ್ನಾಟಕ ಪಬ್ಲಿಕ್ ಶಾಲೆ ಆವರಣದಲ್ಲಿ 2001-2002 ಹಳೆಯ ವಿದ್ಯಾರ್ಥಿಗಳಿಂದ ಗುರುವಂದನ ಕಾರ್ಯಕ್ರಮ ಹಾಗೂ ಹಳೆಯ ವಿದ್ಯಾರ್ಥಿಗಳ ಸ್ನೇಹ ಸಮ್ಮಿಲನ ಕಾರ್ಯಕ್ರಮವನ್ನು ಉದ್ದೇಶಿಸಿ ಅವರು ಮಾತನಾಡಿದರು. ಗುರು-ಶಿಷ್ಯರ ಸಂಬಂಧ ಅಮೂಲ್ಯವಾದುದು. ಇಂದು ನೀವೆಲ್ಲರೂ ಉನ್ನತ ಸ್ಥಾನಗಳಲ್ಲಿರುವುದು ಹೆಮ್ಮೆಯ ವಿಷಯ. ಶಾಲೆಯ ಅಭಿವೃದ್ಧಿಗೆ ಹಳೆಯ ವಿದ್ಯಾರ್ಥಿಗಳು ಸಹಕರಿಸಬೇಕು ಎಂದರು. ಗುರುಗಳಿಗೆ ಸನ್ಮಾನ ಮಾಡಲಾಯಿತು. ಕಾರ್ಯಕ್ರಮದಲ್ಲಿ ನಿವೃತ್ತ ಶಿಕ್ಷಕರು, ಹಾಲಿ ಶಿಕ್ಷಕರು ಹಾಗೂ ನೂರಾರು ಹಳೆಯ ವಿದ್ಯಾರ್ಥಿಗಳು ಪಾಲ್ಗೊಂಡಿದ್ದರು. ಅನುಭವಗಳನ್ನು ಹಂಚಿಕೊಂಡು ಸಂಭ್ರಮಿಸಿದರು. (444, 128, 692, 187)
gani-text-2: ಗಣಿಬಾಧಿತ ಪ್ರದೇಶಗಳ ಸಮಗ್ರ ಅಭಿವೃದ್ಧಿಗೆ ಸರ್ಕಾರ, ಕಂಪನಿಗಳು ಹಾಗೂ ಸ್ಥಳೀಯರ ಸಹಭಾಗಿತ್ವ ಅತ್ಯಂತ ಮುಖ್ಯವಾಗಿದೆ ಎಂದು ಡಾ.ಸಲಾಂ ಅಬ್ದುಲ್ ಹೇಳಿದರು. ತಾಲೂಕಿನ ಸಭಾಂಗಣದಲ್ಲಿ ಆಯೋಜಿಸಿದ್ದ ಗಣಿಬಾಧಿತ ಪ್ರದೇಶಗಳ ಅಭಿವೃದ್ಧಿ ಕುರಿತ ಕಾರ್ಯಾಗಾರದಲ್ಲಿ ಅವರು ಮಾತನಾಡಿದರು. ಗಣಿಗಾರಿಕೆಯಿಂದ ಪರಿಸರದ ಮೇಲೆ ದುಷ್ಪರಿಣಾಮ ಉಂಟಾಗುತ್ತಿದೆ. ಇದನ್ನು ತಡೆಗಟ್ಟಲು ಸಮರ್ಪಕ ಯೋಜನೆಗಳನ್ನು ರೂಪಿಸಬೇಕು. ಆರೋಗ್ಯ, ಶಿಕ್ಷಣ, ಕುಡಿಯುವ ನೀರು, ರಸ್ತೆ ಸೇರಿದಂತೆ ಮೂಲಸೌಕರ್ಯಗಳ ಅಭಿವೃದ್ಧಿಗೆ ಆದ್ಯತೆ ನೀಡಬೇಕು. ಕೆಎಂಇಆರ್‌ಸಿ ಅನುದಾನವನ್ನು ಸದ್ಬಳಕೆ ಮಾಡಿಕೊಳ್ಳಬೇಕು ಎಂದರು. ಸ್ಥಳೀಯ ಯುವಕರಿಗೆ ಉದ್ಯೋಗಾವಕಾಶ ಕಲ್ಪಿಸಬೇಕು. ಕೃಷಿ ಹಾಗೂ ಪಶುಸಂಗೋಪನೆಗೆ ಉತ್ತೇಜನ ನೀಡಬೇಕು. ಅರಣ್ಯೀಕರಣಕ್ಕೆ ಹೆಚ್ಚಿನ ಒತ್ತು ನೀಡಬೇಕು ಎಂದು ಸಲಹೆ ನೀಡಿದರು. ಕಾರ್ಯಾಗಾರದಲ್ಲಿ ವಿವಿಧ ಇಲಾಖೆಗಳ ಅಧಿಕಾರಿಗಳು, ಜನಪ್ರತಿನಿಧಿಗಳು, ಗಣಿ ಕಂಪನಿಗಳ ಪ್ರತಿನಿಧಿಗಳು ಹಾಗೂ ಸ್ವಯಂಸೇವಾ ಸಂಸ್ಥೆಗಳ ಪದಾಧಿಕಾರಿಗಳು ಭಾಗವಹಿಸಿದ್ದರು. (758, 1238, 886, 1366)
sneha-headline: ಸ್ನೇಹ ಸಮ್ಮಿಲನ ಕಾರ್ಯಕ್ರಮ (444, 100, 598, 120)
sneha-photo-caption: ಕುರುಗೋಡು: ಎಮ್ಮಿಗನೂರು ಗ್ರಾಮದ ಕರ್ನಾಟಕ ಪಬ್ಲಿಕ್ ಶಾಲೆ ಆವರಣದಲ್ಲಿ 2001-2002 ಹಳೆಯ ವಿದ್ಯಾರ್ಥಿಗಳಿಂದ ಗುರುವಂದನ ಕಾರ್ಯಕ್ರಮ ಹಾಗೂ ಹಳೆಯ ವಿದ್ಯಾರ್ಥಿಗಳ ಸ್ನೇಹ ಸಮ್ಮಿಲನ ಕಾರ್ಯಕ್ರಮದಲ್ಲಿ ನಿವೃತ್ತ ಸಮಾಜ ಶಿಕ್ಷಕ ವೀರಭದ್ರಪ್ಪ ಟೆಕ್ಕಲಕೋಟೆ ಮಾತನಾಡಿದರು. (702, 280, 879, 312)
samvidhana-photo (598, 772, 778, 858)
cac-photo (28, 972, 203, 1052)
lead-quote-author: ಗಾಲಿ ಸೋಮಶೇಖರ್ ರೆಡ್ಡಿ, ಮಾಜಿ ಶಾಸಕ (360, 628, 451, 636)
kiru-story2-text: ಪ್ಯಾ.ಎಸ್.ಪಿಜೆಪಿ ಫೌಂಡೇಷನ್, ವಿದ್ಯಾಕಿರಣ ಸಂಸ್ಥೆ ಹಾಗೂ ವಿವಿಧ ಸಂಸ್ಥೆಗಳ ಸಹಯೋಗದಲ್ಲಿ ನಗರದಲ್ಲಿ ಆಯೋಜಿಸಿದ್ದ ಮೆಗಾ ಜಾಬ್ ಮೇಳದಲ್ಲಿ 1200ಕ್ಕೂ ಹೆಚ್ಚು ಅಭ್ಯರ್ಥಿಗಳು ಭಾಗವಹಿಸಿದರು. ಹಲವು ಖಾಸಗಿ ಕಂಪನಿಗಳು ಸ್ಥಳದಲ್ಲೇ ಸಂದರ್ಶನ ನಡೆಸಿ ನೂರಾರು ಯುವಕರಿಗೆ ಉದ್ಯೋಗ ನೀಡಿದವು. ಸಮಾರಂಭ ಉದ್ಘಾಟಿಸಿದ ಗಣ್ಯರು ಮಾತನಾಡಿ, ನಿರುದ್ಯೋಗ ನಿವಾರಣೆಗೆ ಇಂತಹ ಮೇಳಗಳು ಸಹಕಾರಿ ಎಂದರು. ಯುವಜನರು ಕೌಶಲ್ಯ ಅಭಿವೃದ್ಧಿಗೆ ಒತ್ತು ನೀಡಬೇಕು ಎಂದು ಸಲಹೆ ನೀಡಿದರು. ಫೌಂಡೇಷನ್‌ನ ಪದಾಧಿಕಾರಿಗಳು, ಕಂಪನಿಗಳ ಪ್ರತಿನಿಧಿಗಳು ಹಾಗೂ ಸ್ವಯಂಸೇವಕರು ಉಪಸ್ಥಿತರಿದ್ದರು. (28, 664, 203, 723)
masthead (0, 0, 945, 94)
memorandum-photo (210, 98, 435, 274)
kiru-story2-body (28, 664, 203, 920)
gani-body-col2 (758, 1238, 886, 1434)
quote-icon: ❝ (334, 524, 351, 555)
gani-text: ಗಣಿಬಾಧಿತ ಪ್ರದೇಶಗಳ ಸಮಗ್ರ ಅಭಿವೃದ್ಧಿಗೆ ಸರ್ಕಾರ, ಕಂಪನಿಗಳು ಹಾಗೂ ಸ್ಥಳೀಯರ ಸಹಭಾಗಿತ್ವ ಅತ್ಯಂತ ಮುಖ್ಯವಾಗಿದೆ ಎಂದು ಡಾ.ಸಲಾಂ ಅಬ್ದುಲ್ ಹೇಳಿದರು. ತಾಲೂಕಿನ ಸಭಾಂಗಣದಲ್ಲಿ ಆಯೋಜಿಸಿದ್ದ ಗಣಿಬಾಧಿತ ಪ್ರದೇಶಗಳ ಅಭಿವೃದ್ಧಿ ಕುರಿತ ಕಾರ್ಯಾಗಾರದಲ್ಲಿ ಅವರು ಮಾತನಾಡಿದರು. ಗಣಿಗಾರಿಕೆಯಿಂದ ಪರಿಸರದ ಮೇಲೆ ದುಷ್ಪರಿಣಾಮ ಉಂಟಾಗುತ್ತಿದೆ. ಇದನ್ನು ತಡೆಗಟ್ಟಲು ಸಮರ್ಪಕ ಯೋಜನೆಗಳನ್ನು ರೂಪಿಸಬೇಕು. ಆರೋಗ್ಯ, ಶಿಕ್ಷಣ, ಕುಡಿಯುವ ನೀರು, ರಸ್ತೆ ಸೇರಿದಂತೆ ಮೂಲಸೌಕರ್ಯಗಳ ಅಭಿವೃದ್ಧಿಗೆ ಆದ್ಯತೆ ನೀಡಬೇಕು. ಕೆಎಂಇಆರ್‌ಸಿ ಅನುದಾನವನ್ನು ಸದ್ಬಳಕೆ ಮಾಡಿಕೊಳ್ಳಬೇಕು ಎಂದರು. ಸ್ಥಳೀಯ ಯುವಕರಿಗೆ ಉದ್ಯೋಗಾವಕಾಶ ಕಲ್ಪಿಸಬೇಕು. ಕೃಷಿ ಹಾಗೂ ಪಶುಸಂಗೋಪನೆಗೆ ಉತ್ತೇಜನ ನೀಡಬೇಕು. ಅರಣ್ಯೀಕರಣಕ್ಕೆ ಹೆಚ್ಚಿನ ಒತ್ತು ನೀಡಬೇಕು ಎಂದು ಸಲಹೆ ನೀಡಿದರು. ಕಾರ್ಯಾಗಾರದಲ್ಲಿ ವಿವಿಧ ಇಲಾಖೆಗಳ ಅಧಿಕಾರಿಗಳು, ಜನಪ್ರತಿನಿಧಿಗಳು, ಗಣಿ ಕಂಪನಿಗಳ ಪ್ರತಿನಿಧಿಗಳು ಹಾಗೂ ಸ್ವಯಂಸೇವಾ ಸಂಸ್ಥೆಗಳ ಪದಾಧಿಕಾರಿಗಳು ಭಾಗವಹಿಸಿದ್ದರು. (603, 1162, 753, 1273)
lead-body-col2 (334, 648, 504, 730)
registration-marks-right (810, 1442, 850, 1450)
madalaghatta-body-col2 (600, 1058, 768, 1126)
kiru-story3-text: ತಾಲೂಕಿನ ಗಾಣಗಟ್ಟೆ ಪಂಚಾಯಿತಿಯ ಗ್ರಾಮಗಳಲ್ಲಿ ಸಿಎಸಿ ಕೇಂದ್ರದ ವತಿಯಿಂದ ವಿಶೇಷ ಅಭಿಯಾನ ಹಮ್ಮಿಕೊಳ್ಳಲಾಯಿತು. ಗ್ರಾಮಸ್ಥರಿಗೆ ವಿವಿಧ ಸರ್ಕಾರಿ ಯೋಜನೆಗಳ ಬಗ್ಗೆ ಮಾಹಿತಿ ನೀಡಿ, ಅರ್ಜಿ ಸಲ್ಲಿಕೆಗೆ ನೆರವು ನೀಡಲಾಯಿತು. ಆಯುಷ್ಮಾನ್ ಕಾರ್ಡ್, ಇ-ಶ್ರಮ ನೋಂದಣಿ ಸೇರಿದಂತೆ ಅನೇಕ ಸೇವೆಗಳನ್ನು ಉಚಿತವಾಗಿ ಒದಗಿಸಲಾಯಿತು. ಕೇಂದ್ರದ ಸಂಚಾಲಕರು, ಪಂಚಾಯಿತಿ ಸದಸ್ಯರು ಹಾಗೂ ಗ್ರಾಮದ ಮುಖಂಡರು ಭಾಗವಹಿಸಿದ್ದರು. (28, 1056, 203, 1098)
masthead-day: ಬುಧವಾರ (30, 30, 62, 41)
madalaghatta-headline: ಮದಲಘಟ್ಟ ಜಾತ್ರೆಗೆ ಸೂಕ್ತ ವ್ಯವಸ್ಥೆ ಕಲ್ಪಿಸಿ: ಶಾಸಕ ಎಲ್.ಕೃಷ್ಣನಾಯಕ (488, 972, 780, 988)
job-fair-photo (28, 568, 203, 660)
madalaghatta-text-3: ತಾಲೂಕಿನ ಮದಲಘಟ್ಟ ಗ್ರಾಮದಲ್ಲಿ ನಡೆಯಲಿರುವ ಶ್ರೀ ಆಂಜನೇಯ ಸ್ವಾಮಿ ಜಾತ್ರೆಗೆ ಬರುವ ಭಕ್ತರಿಗೆ ಅಗತ್ಯ ಮೂಲಸೌಕರ್ಯ ಕಲ್ಪಿಸಬೇಕು ಎಂದು ಶಾಸಕ ಎಲ್.ಕೃಷ್ಣನಾಯಕ ಅಧಿಕಾರಿಗಳಿಗೆ ಸೂಚಿಸಿದರು. ತಾಲೂಕು ಪಂಚಾಯಿತಿ ಸಭಾಂಗಣದಲ್ಲಿ ನಡೆದ ಪೂರ್ವಭಾವಿ ಸಭೆಯಲ್ಲಿ ಮಾತನಾಡಿದರು. ಕುಡಿಯುವ ನೀರು, ಶೌಚಾಲಯ, ವಿದ್ಯುತ್, ಆರೋಗ್ಯ ಸೇವೆ ಹಾಗೂ ಸಂಚಾರ ವ್ಯವಸ್ಥೆಯನ್ನು ಸಮರ್ಪಕವಾಗಿ ನಿರ್ವಹಿಸಬೇಕು. ಜಾತ್ರೆಯ ಸಂದರ್ಭದಲ್ಲಿ ಯಾವುದೇ ಅಹಿತಕರ ಘಟನೆ ನಡೆಯದಂತೆ ಪೊಲೀಸ್ ಇಲಾಖೆ ಬಿಗಿ ಬಂದೋಬಸ್ತ್ ಕೈಗೊಳ್ಳಬೇಕು. ಸ್ವಚ್ಛತೆಗೆ ಆದ್ಯತೆ ನೀಡಬೇಕು ಎಂದು ಸೂಚಿಸಿದರು. ಸಭೆಯಲ್ಲಿ ತಹಶೀಲ್ದಾರ್, ತಾಪಂ ಇಒ, ವಿವಿಧ ಇಲಾಖೆಗಳ ಅಧಿಕಾರಿಗಳು ಹಾಗೂ ಜಾತ್ರಾ ಸಮಿತಿಯ ಸದಸ್ಯರು ಭಾಗವಹಿಸಿದ್ದರು. (774, 996, 886, 1115)
